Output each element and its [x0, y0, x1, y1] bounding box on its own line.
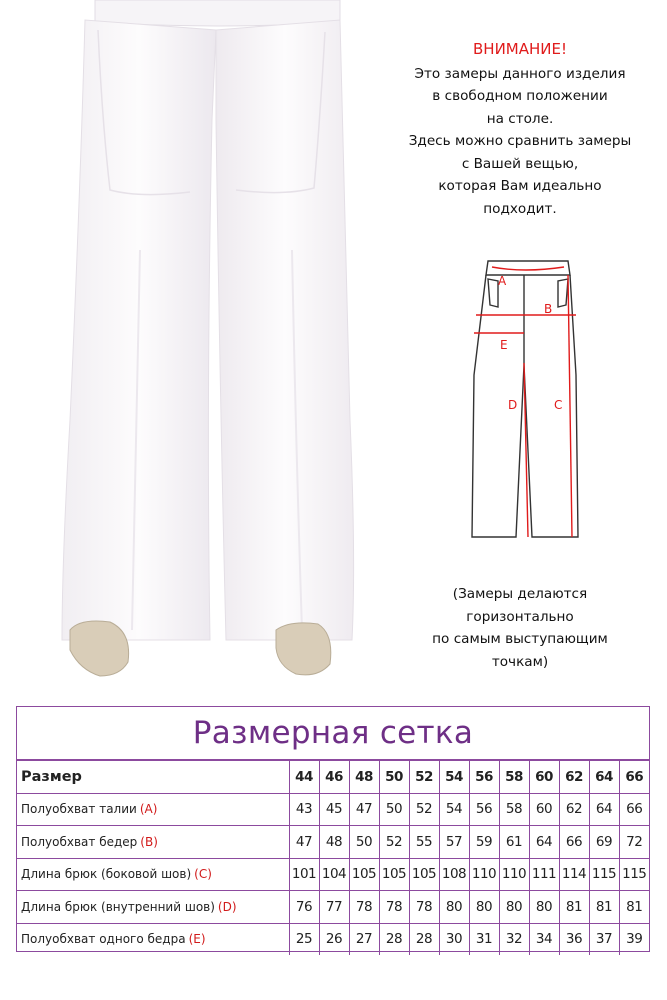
size-value-cell: 27: [349, 923, 379, 955]
notice-line: на столе.: [486, 110, 554, 127]
size-value-cell: 36: [559, 923, 589, 955]
size-value-cell: 32: [499, 923, 529, 955]
size-value-cell: 72: [619, 826, 649, 859]
size-chart: [16, 706, 650, 952]
measure-line-a: [492, 267, 564, 270]
size-value-cell: 80: [469, 891, 499, 924]
size-value-cell: 58: [499, 793, 529, 826]
size-value-cell: 66: [559, 826, 589, 859]
letter-b: B: [544, 302, 553, 316]
size-value-cell: 52: [379, 826, 409, 859]
size-header-cell: 56: [469, 761, 499, 794]
size-value-cell: 66: [619, 793, 649, 826]
size-header-cell: 54: [439, 761, 469, 794]
letter-a: A: [498, 274, 507, 288]
size-value-cell: 111: [529, 858, 559, 891]
size-value-cell: 48: [319, 826, 349, 859]
size-value-cell: 64: [589, 793, 619, 826]
notice-line: в свободном положении: [432, 88, 608, 104]
table-row: [17, 923, 649, 955]
size-value-cell: 77: [319, 891, 349, 924]
notice-line: которая Вам идеально: [438, 178, 602, 194]
size-value-cell: 69: [589, 826, 619, 859]
size-value-cell: 64: [529, 826, 559, 859]
size-value-cell: 60: [529, 793, 559, 826]
row-label-letter: (B): [140, 834, 158, 849]
size-value-cell: 78: [349, 891, 379, 924]
size-value-cell: 50: [379, 793, 409, 826]
size-value-cell: 78: [409, 891, 439, 924]
row-label-letter: (A): [139, 802, 158, 817]
size-value-cell: 54: [439, 793, 469, 826]
size-chart-title: Размерная сетка: [17, 707, 649, 760]
size-value-cell: 81: [589, 891, 619, 924]
product-photo: [40, 0, 370, 690]
table-row: [17, 858, 649, 891]
row-label-text: Длина брюк (внутренний шов): [21, 899, 215, 914]
row-label-letter: (E): [188, 932, 206, 947]
row-label-text: Полуобхват бедер: [21, 834, 138, 849]
size-value-cell: 43: [289, 793, 319, 826]
table-row: [17, 891, 649, 924]
size-value-cell: 28: [379, 923, 409, 955]
pants-measurement-diagram: [462, 255, 592, 555]
size-value-cell: 47: [289, 826, 319, 859]
size-value-cell: 81: [619, 891, 649, 924]
size-value-cell: 30: [439, 923, 469, 955]
size-header-cell: 66: [619, 761, 649, 794]
size-header-cell: 60: [529, 761, 559, 794]
size-value-cell: 39: [619, 923, 649, 955]
notice-line: подходит.: [483, 200, 557, 217]
footnote-line: по самым выступающим: [432, 631, 608, 647]
row-label: [17, 891, 289, 924]
size-value-cell: 105: [379, 858, 409, 891]
size-value-cell: 59: [469, 826, 499, 859]
size-value-cell: 76: [289, 891, 319, 924]
notice-line: Это замеры данного изделия: [414, 65, 626, 82]
size-value-cell: 80: [439, 891, 469, 924]
size-value-cell: 104: [319, 858, 349, 891]
table-row: [17, 826, 649, 859]
table-row: [17, 793, 649, 826]
size-header-cell: 52: [409, 761, 439, 794]
size-value-cell: 115: [619, 858, 649, 891]
measurement-footnote: [380, 583, 660, 673]
size-value-cell: 115: [589, 858, 619, 891]
size-table: [17, 760, 649, 955]
size-header-cell: 50: [379, 761, 409, 794]
notice-title: ВНИМАНИЕ!: [473, 40, 567, 58]
row-label-letter: (D): [217, 899, 237, 914]
size-value-cell: 25: [289, 923, 319, 955]
row-label: [17, 826, 289, 859]
size-value-cell: 57: [439, 826, 469, 859]
size-value-cell: 80: [499, 891, 529, 924]
letter-e: E: [500, 338, 508, 352]
size-value-cell: 28: [409, 923, 439, 955]
size-header-cell: 64: [589, 761, 619, 794]
row-label-text: Длина брюк (боковой шов): [21, 867, 192, 882]
size-header-cell: 46: [319, 761, 349, 794]
size-value-cell: 62: [559, 793, 589, 826]
size-value-cell: 110: [499, 858, 529, 891]
size-value-cell: 61: [499, 826, 529, 859]
size-value-cell: 110: [469, 858, 499, 891]
row-label: [17, 858, 289, 891]
row-label: [17, 923, 289, 955]
size-value-cell: 114: [559, 858, 589, 891]
letter-c: C: [554, 398, 563, 412]
size-header-row: [17, 761, 649, 794]
row-label-text: Полуобхват одного бедра: [21, 932, 186, 947]
footnote-line: точкам): [491, 653, 549, 670]
notice-line: Здесь можно сравнить замеры: [408, 133, 632, 149]
size-value-cell: 45: [319, 793, 349, 826]
size-header-cell: 44: [289, 761, 319, 794]
row-label-letter: (C): [194, 867, 212, 882]
size-value-cell: 105: [409, 858, 439, 891]
footnote-line: горизонтально: [466, 608, 574, 625]
size-value-cell: 55: [409, 826, 439, 859]
size-value-cell: 81: [559, 891, 589, 924]
size-header-cell: 58: [499, 761, 529, 794]
size-value-cell: 108: [439, 858, 469, 891]
size-value-cell: 37: [589, 923, 619, 955]
size-value-cell: 78: [379, 891, 409, 924]
row-label-text: Полуобхват талии: [21, 802, 137, 817]
size-header-cell: 62: [559, 761, 589, 794]
size-value-cell: 47: [349, 793, 379, 826]
size-value-cell: 52: [409, 793, 439, 826]
letter-d: D: [508, 398, 518, 412]
size-value-cell: 26: [319, 923, 349, 955]
measurement-notice: [390, 38, 650, 220]
size-value-cell: 80: [529, 891, 559, 924]
size-value-cell: 34: [529, 923, 559, 955]
size-header-label: Размер: [17, 761, 289, 794]
measure-line-c: [568, 275, 572, 537]
size-header-cell: 48: [349, 761, 379, 794]
row-label: [17, 793, 289, 826]
notice-line: с Вашей вещью,: [461, 155, 579, 172]
size-value-cell: 105: [349, 858, 379, 891]
size-value-cell: 31: [469, 923, 499, 955]
size-value-cell: 56: [469, 793, 499, 826]
size-value-cell: 101: [289, 858, 319, 891]
footnote-line: (Замеры делаются: [452, 586, 588, 602]
size-value-cell: 50: [349, 826, 379, 859]
